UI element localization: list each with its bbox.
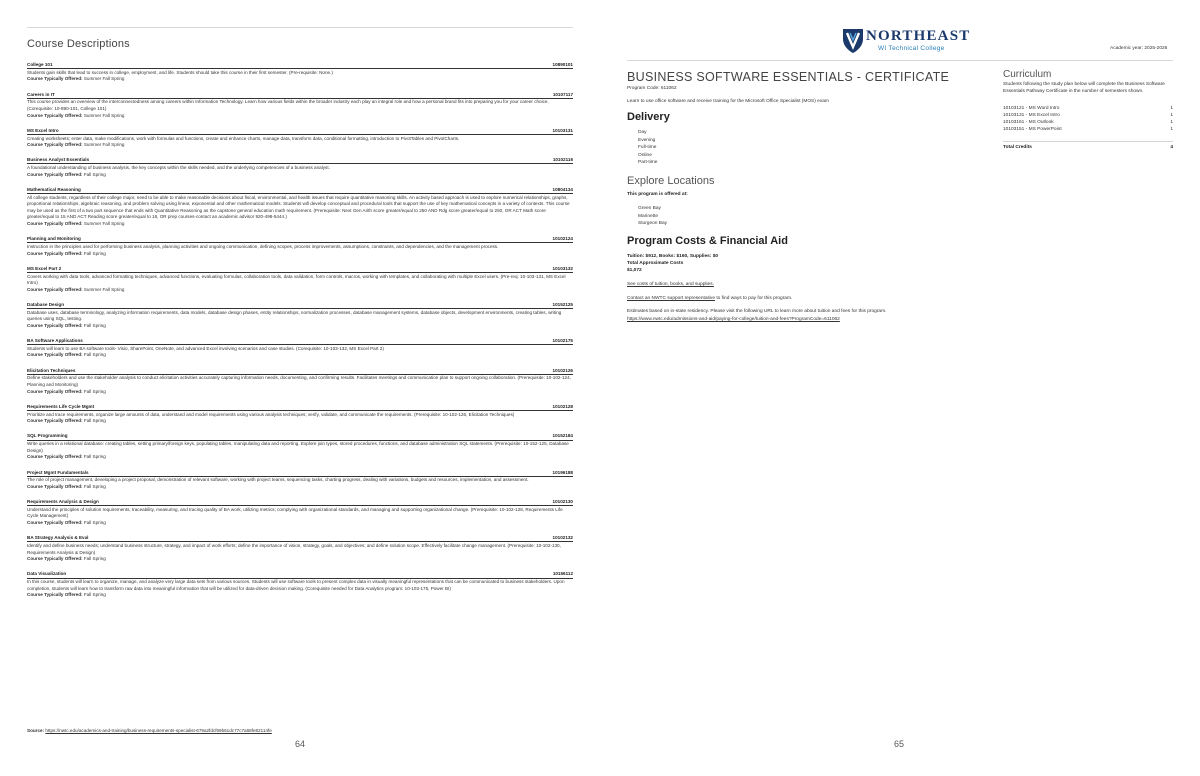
course-description: In this course, students will learn to organize, manage, and analyze very large data sets from various sources. Students will use software tools to present complex data in visually meaningful representations that can be communicated to business stakeholders. Upon completion, students will learn how to transform raw data into meaningful information that will be utilized for data-driven decision making. (Corequisite needed for Data Analytics program: 10-103-175, Power BI): [27, 579, 565, 591]
source-link[interactable]: https://nwtc.edu/academics-and-training/business-requirements-specialist-679a2fdcf69b61dc77c7a68fe82114fe: [45, 728, 272, 733]
course-offered: [27, 352, 573, 359]
total-credits: 4: [1170, 145, 1173, 150]
offered-label: Course Typically Offered:: [27, 352, 83, 358]
offered-label: Course Typically Offered:: [27, 171, 83, 177]
offered-terms: Summer Fall Spring: [83, 76, 125, 82]
offered-label: Course Typically Offered:: [27, 221, 83, 226]
costs-heading: Program Costs & Financial Aid: [627, 235, 788, 247]
course-header: [27, 302, 573, 309]
course-offered: [27, 556, 573, 563]
curriculum-row: [1003, 126, 1173, 133]
course-offered: [27, 221, 573, 228]
offered-terms: Fall Spring: [83, 592, 106, 598]
curriculum-course: 10103151 - MS PowerPoint: [1003, 127, 1062, 132]
course-header: [27, 62, 573, 69]
course-entry: [27, 499, 573, 527]
course-header: [27, 368, 573, 375]
offered-terms: Fall Spring: [83, 454, 106, 460]
course-code: 10152184: [552, 433, 573, 439]
costs-total: $1,072: [627, 268, 642, 273]
course-header: [27, 470, 573, 477]
course-description: Instruction in the principles used for performing business analysis, planning activities and ongoing communication, defining scopes, process improvements, assumptions, constraints, and dependencies, and the management process.: [27, 243, 499, 249]
course-entry: [27, 571, 573, 599]
course-code: 10103131: [552, 127, 573, 133]
support-line: [627, 296, 792, 301]
delivery-heading: Delivery: [627, 111, 670, 123]
course-description: Students gain skills that lead to success in college, employment, and life. Students should take this course in their first semester. (Pre-requisite: None.): [27, 69, 333, 75]
course-code: 10804134: [552, 186, 573, 192]
source-note: [27, 728, 272, 733]
offered-terms: Fall Spring: [83, 322, 106, 328]
offered-label: Course Typically Offered:: [27, 556, 83, 562]
logo-wordmark: NORTHEAST: [866, 28, 971, 44]
course-code: 10152125: [552, 301, 573, 307]
support-link[interactable]: Contact an NWTC support representative: [627, 296, 715, 301]
course-offered: [27, 389, 573, 396]
course-header: [27, 266, 573, 273]
curriculum-row: [1003, 112, 1173, 119]
course-header: [27, 571, 573, 578]
course-name: Mathematical Reasoning: [27, 186, 81, 192]
course-offered: [27, 172, 573, 179]
curriculum-intro: Students following the study plan below will complete the Business Software Essentials Pathway Certificate in the number of semesters shown.: [1003, 82, 1165, 94]
shield-logo-icon: [842, 27, 864, 54]
offered-label: Course Typically Offered:: [27, 388, 83, 394]
course-name: Careers in IT: [27, 91, 55, 97]
course-description: The role of project management, developing a project proposal, demonstration of relevant software, working with project teams, sequencing tasks, charting progress, dealing with variations, budgets and resources, implementation, and assessment.: [27, 477, 529, 483]
course-header: [27, 157, 573, 164]
curriculum-course: 10103121 - MS Word Intro: [1003, 106, 1060, 111]
course-code: 10103132: [552, 265, 573, 271]
course-entry: [27, 368, 573, 396]
course-offered: [27, 113, 573, 120]
costs-link[interactable]: See costs of tuition, books, and supplies.: [627, 282, 714, 287]
course-description: Identify and define business needs; understand business structure, strategy, and impact of work efforts; define the importance of vision, strategy, goals, and objectives; and define solution scope. Effectively facilitate change management. (Prerequisite: 10-102-130, Requirements Analysis & Design): [27, 543, 561, 555]
course-code: 10102116: [552, 157, 573, 163]
page-number: 65: [894, 739, 905, 749]
course-entry: [27, 404, 573, 425]
top-divider: [27, 27, 573, 28]
course-name: College 101: [27, 62, 53, 67]
course-code: 10102126: [552, 367, 573, 373]
offered-terms: Fall Spring: [83, 418, 106, 424]
course-code: 10102130: [552, 499, 573, 505]
course-name: BA Strategy Analysis & Eval: [27, 535, 89, 541]
offered-terms: Fall Spring: [83, 171, 106, 177]
course-entry: [27, 62, 573, 83]
course-entry: [27, 128, 573, 149]
course-name: Requirements Analysis & Design: [27, 499, 99, 505]
header-divider: [627, 60, 1173, 61]
course-header: [27, 338, 573, 345]
program-code: Program Code: 611062: [627, 86, 677, 91]
curriculum-course: 10103131 - MS Excel Intro: [1003, 113, 1060, 118]
curriculum-credits: 1: [1170, 106, 1173, 111]
course-offered: [27, 251, 573, 258]
offered-label: Course Typically Offered:: [27, 418, 83, 424]
right-page: [600, 0, 1200, 776]
course-description: Database uses, database terminology, analyzing information requirements, data models, database design phases, entity relationships, normalization processes, database management systems, database objects, development environments, creating tables, writing queries using SQL, testing.: [27, 309, 562, 322]
course-description: Write queries in a relational database: creating tables, setting primary/foreign keys, populating tables, manipulating data and reporting. Explore join types, stored procedures, functions, and database administration SQL statements. (Prerequisite: 10-152-125, Database Design): [27, 441, 569, 453]
offered-label: Course Typically Offered:: [27, 322, 83, 328]
course-entry: [27, 92, 573, 120]
offered-terms: Summer Fall Spring: [83, 221, 125, 226]
course-list: [27, 62, 573, 608]
course-description: Understand the principles of solution requirements, traceability, measuring, and tracing quality of BA work, utilizing metrics; complying with organizational standards, and managing and supporting organizational change. (Prerequisite: 10-102-128, Requirements Life Cycle Management): [27, 506, 563, 519]
delivery-item: Evening: [638, 137, 656, 143]
course-code: 10107117: [552, 91, 573, 97]
curriculum-divider: [1003, 141, 1173, 142]
course-name: Business Analyst Essentials: [27, 157, 90, 163]
course-offered: [27, 418, 573, 425]
curriculum-total: [1003, 145, 1173, 150]
course-header: [27, 404, 573, 411]
offered-label: Course Typically Offered:: [27, 454, 83, 460]
course-offered: [27, 484, 573, 491]
offered-label: Course Typically Offered:: [27, 250, 83, 256]
curriculum-credits: 1: [1170, 120, 1173, 125]
course-entry: [27, 338, 573, 359]
course-entry: [27, 236, 573, 257]
offered-label: Course Typically Offered:: [27, 286, 83, 292]
course-code: 10102124: [552, 236, 573, 242]
course-code: 10102132: [552, 535, 573, 541]
curriculum-panel: [1003, 69, 1173, 150]
course-description: This course provides an overview of the interconnectedness among careers within Information Technology. Learn how various fields within the broader industry each play an integral role and how a personal brand fits into preparing you for your career choice. (Corequisite: 10-890-101, College 101): [27, 99, 549, 111]
logo-subtitle: WI Technical College: [878, 45, 945, 52]
college-logo: [842, 27, 971, 55]
delivery-item: Part-time: [638, 160, 658, 166]
course-name: MS Excel Intro: [27, 127, 59, 133]
locations-list: [638, 205, 667, 228]
delivery-item: Day: [638, 130, 647, 135]
course-description: Students will learn to use BA software tools- Visio, SharePoint, OneNote, and advanced Excel involving scenarios and case studies. (Corequisite: 10-103-132, MS Excel Part 2): [27, 345, 384, 351]
course-entry: [27, 535, 573, 563]
course-offered: [27, 142, 573, 149]
location-item: Marinette: [638, 213, 658, 219]
delivery-item: Full-time: [638, 145, 657, 151]
course-offered: [27, 76, 573, 83]
course-name: Data Visualization: [27, 571, 67, 577]
offered-terms: Summer Fall Spring: [83, 112, 125, 118]
course-description: Define stakeholders and use the stakeholder analysis to conduct elicitation activities accurately capturing information needs, documenting, and confirming results. Facilitates meetings and communication plan to support ongoing collaboration. (Prerequisite: 10-102-124, Planning and Monitoring): [27, 375, 571, 387]
course-name: SQL Programming: [27, 433, 68, 439]
course-header: [27, 187, 573, 194]
offered-terms: Fall Spring: [83, 388, 106, 394]
course-description: All college students, regardless of their college major, need to be able to make reasonable decisions about fiscal, environmental, and health issues that require quantitative reasoning skills. An activity based approach is used to explore numerical relationships, graphs, proportional relationships, algebraic reasoning, and problem solving using linear, exponential and other mathematical models. Students will develop conceptual and procedural tools that support the use of key mathematical concepts in a variety of contexts. This course may be used as the first of a two part sequence that ends with Quantitative Reasoning as the capstone general education math requirement. (Prerequisite: Next Gen Arith score greater/equal to 250 AND Rdg score greater/equal to 250, OR ACT Math score greater/equal to 15 AND ACT Reading score greater/equal to 16, OR prep courses-contact an academic advisor 920-498-5444.): [27, 194, 570, 220]
curriculum-credits: 1: [1170, 127, 1173, 132]
locations-heading: Explore Locations: [627, 175, 715, 187]
course-header: [27, 92, 573, 99]
course-offered: [27, 287, 573, 294]
course-entry: [27, 266, 573, 294]
course-name: Elicitation Techniques: [27, 367, 76, 373]
course-offered: [27, 592, 573, 599]
course-header: [27, 499, 573, 506]
offered-label: Course Typically Offered:: [27, 142, 83, 148]
course-header: [27, 236, 573, 243]
course-name: Project Mgmt Fundamentals: [27, 469, 89, 475]
course-code: 10890101: [552, 62, 573, 67]
course-description: Covers working with data tools, advanced formatting techniques, advanced functions, evaluating formulas, collaboration tools, data validation, form controls, macros, working with templates, and collaborating with multiple Excel users. (Pre-req: 10-103-131, MS Excel Intro): [27, 273, 566, 286]
offered-terms: Summer Fall Spring: [83, 286, 125, 292]
course-offered: [27, 323, 573, 330]
curriculum-credits: 1: [1170, 113, 1173, 118]
offered-label: Course Typically Offered:: [27, 76, 83, 82]
offered-terms: Fall Spring: [83, 250, 106, 256]
program-title: BUSINESS SOFTWARE ESSENTIALS - CERTIFICATE: [627, 70, 950, 84]
page-title: Course Descriptions: [27, 38, 130, 50]
total-label: Total Credits: [1003, 145, 1032, 150]
location-item: Green Bay: [638, 206, 661, 211]
course-offered: [27, 454, 573, 461]
course-code: 10156112: [552, 571, 573, 577]
offered-label: Course Typically Offered:: [27, 112, 83, 118]
curriculum-course: 10103161 - MS Outlook: [1003, 120, 1054, 125]
course-description: Creating worksheets; enter data, make modifications, work with formulas and functions, create and enhance charts, manage data, transform data, conditional formatting, introduction to PivotTables and PivotCharts.: [27, 135, 460, 141]
locations-intro: This program is offered at:: [627, 192, 688, 197]
offered-label: Course Typically Offered:: [27, 483, 83, 489]
support-text: to find ways to pay for this program.: [714, 296, 793, 301]
course-code: 10102128: [552, 403, 573, 409]
course-name: BA Software Applications: [27, 338, 83, 344]
offered-terms: Fall Spring: [83, 556, 106, 562]
academic-year: Academic year: 2025-2026: [1110, 46, 1168, 51]
course-name: Database Design: [27, 301, 65, 307]
offered-terms: Summer Fall Spring: [83, 142, 125, 148]
course-name: MS Excel Part 2: [27, 265, 62, 271]
estimate-text: Estimates based on in-state residency. Please visit the following URL to learn more about tuition and fees for this program.: [627, 309, 887, 314]
course-entry: [27, 433, 573, 461]
delivery-item: Online: [638, 152, 652, 158]
offered-label: Course Typically Offered:: [27, 592, 83, 598]
course-header: [27, 433, 573, 440]
course-code: 10102175: [552, 338, 573, 344]
course-description: A foundational understanding of business analysis, the key concepts within the skills needed, and the underlying competencies of a business analyst.: [27, 165, 330, 171]
course-entry: [27, 302, 573, 330]
offered-terms: Fall Spring: [83, 352, 106, 358]
estimate-link[interactable]: https://www.nwtc.edu/admissions-and-aid/paying-for-college/tuition-and-fees?ProgramCode=611062: [627, 317, 840, 322]
course-header: [27, 128, 573, 135]
course-description: Prioritize and trace requirements, organize large amounts of data, understand and model requirements using various analysis techniques; verify, validate, and communicate the requirements. (Prerequisite: 10-102-126, Elicitation Techniques): [27, 411, 515, 417]
course-entry: [27, 157, 573, 178]
costs-total-label: Total Approximate Costs: [627, 261, 684, 266]
page-number: 64: [295, 739, 306, 749]
offered-terms: Fall Spring: [83, 483, 106, 489]
course-header: [27, 535, 573, 542]
delivery-list: [638, 129, 657, 167]
course-name: Requirements Life Cycle Mgmt: [27, 403, 95, 409]
source-label: Source:: [27, 728, 45, 733]
course-name: Planning and Monitoring: [27, 236, 81, 242]
curriculum-heading: Curriculum: [1003, 69, 1052, 80]
curriculum-row: [1003, 105, 1173, 112]
course-entry: [27, 187, 573, 228]
costs-breakdown: Tuition: $912, Books: $160, Supplies: $0: [627, 254, 719, 259]
program-intro: Learn to use office software and receive training for the Microsoft Office Specialist (MOS) exam: [627, 99, 829, 104]
course-offered: [27, 520, 573, 527]
offered-terms: Fall Spring: [83, 520, 106, 526]
curriculum-table: [1003, 105, 1173, 133]
course-code: 10196188: [552, 469, 573, 475]
location-item: Sturgeon Bay: [638, 221, 668, 227]
course-entry: [27, 470, 573, 491]
offered-label: Course Typically Offered:: [27, 520, 83, 526]
curriculum-row: [1003, 119, 1173, 126]
